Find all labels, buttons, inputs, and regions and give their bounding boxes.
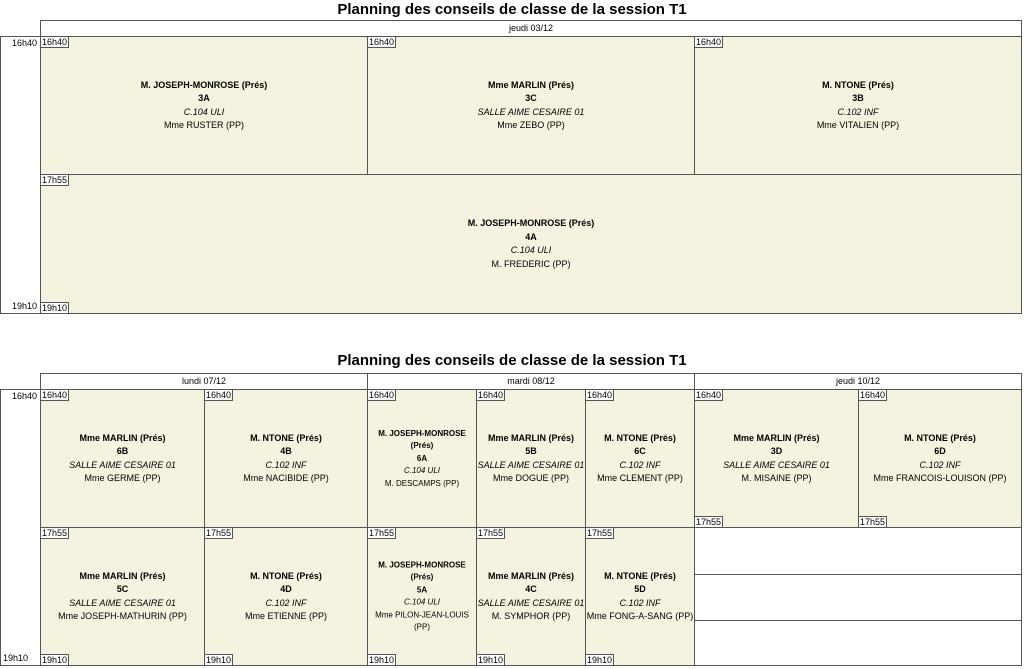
schedule-title-top: Planning des conseils de classe de la session T1 xyxy=(337,1,687,18)
president: M. NTONE (Prés) xyxy=(822,79,894,90)
room: C.104 ULI xyxy=(510,245,552,255)
start-time-tag: 16h40 xyxy=(696,37,722,47)
time-label-start: 16h40 xyxy=(12,38,38,48)
president: Mme MARLIN (Prés) xyxy=(487,79,574,90)
conseil-info xyxy=(41,79,367,133)
conseil-info xyxy=(205,432,367,486)
start-time-tag: 16h40 xyxy=(369,390,395,400)
class-name: 4D xyxy=(280,584,292,594)
time-label-start: 16h40 xyxy=(12,391,38,401)
conseil-cell-6b[interactable] xyxy=(40,389,205,528)
conseil-cell-3a[interactable] xyxy=(40,36,368,175)
conseil-cell-4d[interactable] xyxy=(204,527,368,666)
main-teacher: Mme ETIENNE (PP) xyxy=(244,611,327,621)
conseil-cell-4a[interactable] xyxy=(40,174,1022,314)
start-time-tag: 17h55 xyxy=(42,175,68,185)
conseil-cell-4c[interactable] xyxy=(476,527,586,666)
room: C.104 ULI xyxy=(403,597,441,607)
class-name: 6B xyxy=(116,446,129,456)
end-time-tag: 19h10 xyxy=(42,303,68,313)
room: SALLE AIME CESAIRE 01 xyxy=(69,459,176,470)
conseil-info xyxy=(859,432,1021,486)
start-time-tag: 16h40 xyxy=(696,390,722,400)
class-name: 5B xyxy=(525,446,537,456)
main-teacher: M. MISAINE (PP) xyxy=(741,473,812,483)
conseil-info xyxy=(41,432,204,486)
president: Mme MARLIN (Prés) xyxy=(487,570,574,581)
start-time-tag: 17h55 xyxy=(587,528,613,538)
room: SALLE AIME CESAIRE 01 xyxy=(477,459,585,470)
end-time-tag: 19h10 xyxy=(206,655,232,665)
time-axis-bottom xyxy=(0,389,41,666)
conseil-cell-3c[interactable] xyxy=(367,36,695,175)
room: C.104 ULI xyxy=(403,465,441,475)
conseil-info xyxy=(368,559,476,634)
main-teacher: Mme DOGUE (PP) xyxy=(492,473,569,483)
class-name: 6A xyxy=(416,453,428,463)
time-axis-top xyxy=(0,36,41,314)
president: M. JOSEPH-MONROSE (Prés) xyxy=(140,79,268,90)
main-teacher: Mme VITALIEN (PP) xyxy=(816,120,900,130)
conseil-cell-3d[interactable] xyxy=(694,389,859,528)
conseil-info xyxy=(41,570,204,624)
conseil-info xyxy=(205,570,367,624)
room: C.104 ULI xyxy=(183,106,225,117)
class-name: 4B xyxy=(280,446,292,456)
class-name: 4A xyxy=(525,231,537,242)
president: Mme MARLIN (Prés) xyxy=(79,570,166,581)
end-time-tag: 19h10 xyxy=(42,655,68,665)
president: Mme MARLIN (Prés) xyxy=(79,432,166,443)
conseil-cell-6a[interactable] xyxy=(367,389,477,528)
main-teacher: M. SYMPHOR (PP) xyxy=(491,611,571,621)
president: M. NTONE (Prés) xyxy=(250,570,322,581)
room: SALLE AIME CESAIRE 01 xyxy=(723,459,830,470)
empty-slot xyxy=(694,574,1022,621)
president: M. NTONE (Prés) xyxy=(904,432,976,443)
conseil-cell-6d[interactable] xyxy=(858,389,1022,528)
main-teacher: Mme ZEBO (PP) xyxy=(497,120,565,130)
end-time-tag: 19h10 xyxy=(587,655,613,665)
conseil-cell-4b[interactable] xyxy=(204,389,368,528)
start-time-tag: 16h40 xyxy=(860,390,886,400)
conseil-info xyxy=(695,432,858,486)
time-label-end: 19h10 xyxy=(3,653,29,663)
room: C.102 INF xyxy=(619,459,661,470)
empty-slot xyxy=(694,527,1022,575)
class-name: 3D xyxy=(770,446,783,456)
start-time-tag: 16h40 xyxy=(42,390,68,400)
end-time-tag: 17h55 xyxy=(696,517,722,527)
president: Mme MARLIN (Prés) xyxy=(733,432,820,443)
end-time-tag: 19h10 xyxy=(369,655,395,665)
start-time-tag: 16h40 xyxy=(478,390,504,400)
start-time-tag: 16h40 xyxy=(587,390,613,400)
class-name: 5A xyxy=(416,585,428,594)
conseil-cell-3b[interactable] xyxy=(694,36,1022,175)
day-header-lundi-07-12: lundi 07/12 xyxy=(40,373,368,389)
conseil-info xyxy=(368,427,476,490)
class-name: 5D xyxy=(634,584,646,594)
conseil-info xyxy=(368,79,694,133)
end-time-tag: 17h55 xyxy=(860,517,886,527)
conseil-cell-5c[interactable] xyxy=(40,527,205,666)
president: Mme MARLIN (Prés) xyxy=(487,432,574,443)
empty-slot xyxy=(694,620,1022,666)
president: M. NTONE (Prés) xyxy=(250,432,322,443)
class-name: 3C xyxy=(525,93,537,103)
room: C.102 INF xyxy=(837,106,879,117)
main-teacher: Mme RUSTER (PP) xyxy=(163,120,244,130)
conseil-info xyxy=(586,432,694,486)
start-time-tag: 17h55 xyxy=(42,528,68,538)
class-name: 4C xyxy=(525,584,537,594)
conseil-info xyxy=(586,570,694,624)
main-teacher: Mme PILON-JEAN-LOUIS (PP) xyxy=(375,610,469,632)
room: SALLE AIME CESAIRE 01 xyxy=(477,597,585,608)
day-header-jeudi-03-12: jeudi 03/12 xyxy=(40,20,1022,36)
president: M. NTONE (Prés) xyxy=(604,570,676,581)
main-teacher: M. DESCAMPS (PP) xyxy=(384,478,460,488)
conseil-info xyxy=(477,432,585,486)
room: C.102 INF xyxy=(265,459,307,470)
main-teacher: Mme JOSEPH-MATHURIN (PP) xyxy=(58,611,187,621)
start-time-tag: 17h55 xyxy=(369,528,395,538)
conseil-info xyxy=(41,217,1021,271)
president: M. JOSEPH-MONROSE (Prés) xyxy=(378,560,466,582)
president: M. JOSEPH-MONROSE (Prés) xyxy=(467,218,595,228)
main-teacher: Mme FONG-A-SANG (PP) xyxy=(586,611,694,621)
start-time-tag: 17h55 xyxy=(206,528,232,538)
president: M. JOSEPH-MONROSE (Prés) xyxy=(378,428,466,450)
class-name: 6D xyxy=(934,446,946,456)
class-name: 5C xyxy=(116,584,129,594)
day-header-jeudi-10-12: jeudi 10/12 xyxy=(694,373,1022,389)
day-header-mardi-08-12: mardi 08/12 xyxy=(367,373,695,389)
end-time-tag: 19h10 xyxy=(478,655,504,665)
main-teacher: Mme GERME (PP) xyxy=(84,473,161,483)
main-teacher: Mme FRANCOIS-LOUISON (PP) xyxy=(873,473,1007,483)
class-name: 3B xyxy=(852,93,864,103)
time-label-end: 19h10 xyxy=(12,301,38,311)
main-teacher: Mme CLEMENT (PP) xyxy=(597,473,683,483)
room: SALLE AIME CESAIRE 01 xyxy=(477,106,585,117)
conseil-cell-5d[interactable] xyxy=(585,527,695,666)
main-teacher: Mme NACIBIDE (PP) xyxy=(243,473,329,483)
room: C.102 INF xyxy=(619,597,661,608)
schedule-title-bottom: Planning des conseils de classe de la session T1 xyxy=(337,352,687,369)
start-time-tag: 16h40 xyxy=(42,37,68,47)
conseil-cell-6c[interactable] xyxy=(585,389,695,528)
room: SALLE AIME CESAIRE 01 xyxy=(69,597,176,608)
start-time-tag: 17h55 xyxy=(478,528,504,538)
president: M. NTONE (Prés) xyxy=(604,432,676,443)
class-name: 3A xyxy=(198,93,210,103)
start-time-tag: 16h40 xyxy=(369,37,395,47)
conseil-info xyxy=(695,79,1021,133)
room: C.102 INF xyxy=(919,459,961,470)
conseil-cell-5a[interactable] xyxy=(367,527,477,666)
start-time-tag: 16h40 xyxy=(206,390,232,400)
class-name: 6C xyxy=(634,446,646,456)
main-teacher: M. FREDERIC (PP) xyxy=(491,258,571,269)
conseil-info xyxy=(477,570,585,624)
conseil-cell-5b[interactable] xyxy=(476,389,586,528)
room: C.102 INF xyxy=(265,597,307,608)
